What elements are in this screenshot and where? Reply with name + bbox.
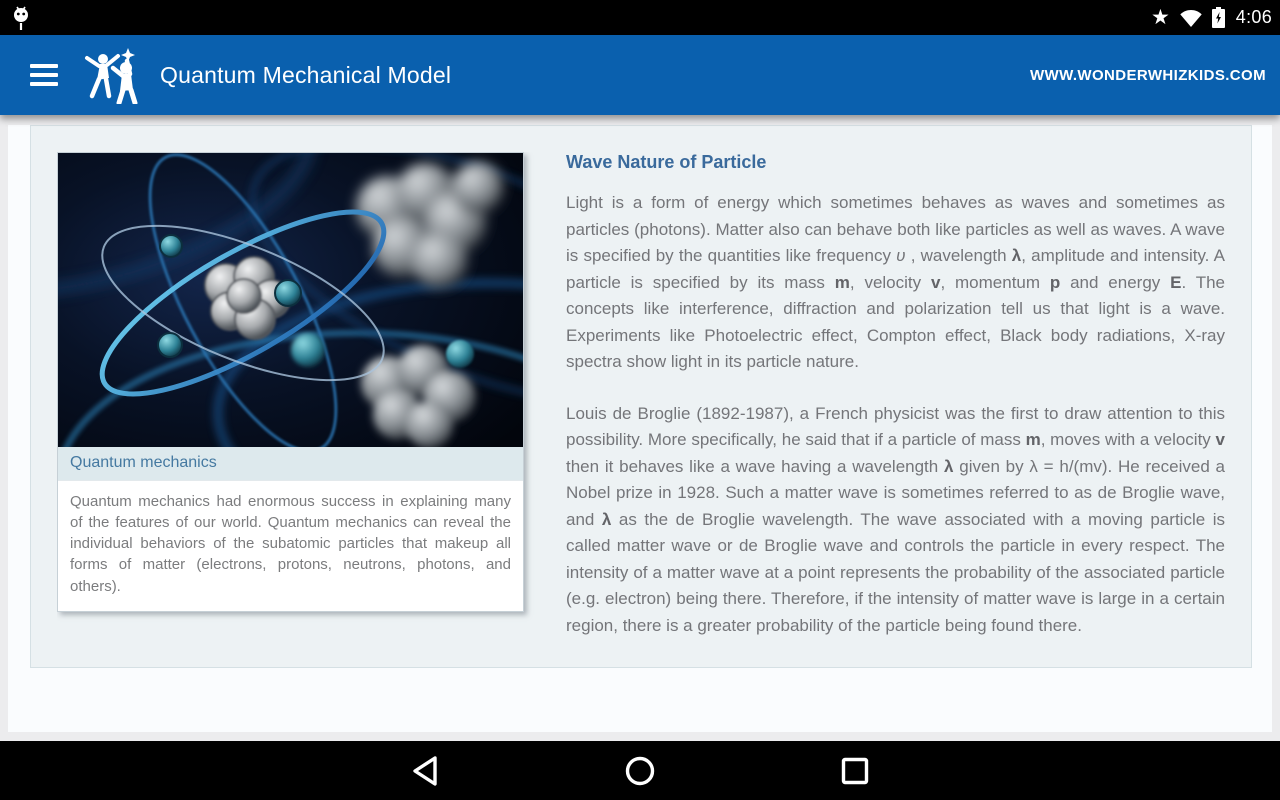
home-icon	[624, 755, 656, 787]
bugdroid-icon	[10, 5, 32, 31]
star-icon: ★	[1150, 6, 1170, 29]
figure-caption: Quantum mechanics	[58, 447, 523, 481]
article-heading: Wave Nature of Particle	[566, 152, 767, 172]
recents-button[interactable]	[838, 754, 872, 788]
app-bar	[0, 35, 1280, 115]
site-link[interactable]: WWW.WONDERWHIZKIDS.COM	[1030, 66, 1266, 84]
status-bar	[0, 0, 1280, 35]
back-icon	[410, 755, 440, 787]
back-button[interactable]	[408, 754, 442, 788]
battery-charging-icon	[1212, 7, 1225, 28]
content-scroll-area[interactable]	[0, 115, 1280, 741]
wonderwhizkids-logo-icon	[82, 46, 144, 104]
article-paragraph-2: Louis de Broglie (1892-1987), a French physicist was the first to draw attention to this possibility. More specifically, he said that if a particle of mass m, moves with a velocity v then it behaves like a wave having a wavelength λ given by λ = h/(mv). He received a Nobel prize in 1928. Such a matter wave is sometimes referred to as de Broglie wave, and λ as the de Broglie wavelength. The wave associated with a moving particle is called matter wave or de Broglie wave and controls the particle in every respect. The intensity of a matter wave at a point represents the probability of the associated particle (e.g. electron) being there. Therefore, if the intensity of matter wave is large in a certain region, there is a greater probability of the particle being found there.	[566, 403, 1225, 635]
recents-icon	[840, 756, 870, 786]
atoms-image	[58, 153, 523, 447]
status-clock: 4:06	[1235, 7, 1272, 27]
topic-card	[30, 125, 1252, 668]
status-left	[10, 5, 32, 31]
figure-description: Quantum mechanics had enormous success in explaining many of the features of our world. Quantum mechanics can reveal the individual behaviors of the subatomic particles that makeup all forms of matter (electrons, protons, neutrons, photons, and others).	[70, 493, 511, 595]
article-paragraph-1: Light is a form of energy which sometimes behaves as waves and sometimes as particles (photons). Matter also can behave both like particles as well as waves. A wave is specified by the quantities like frequency υ , wavelength λ, amplitude and intensity. A particle is specified by its mass m, velocity v, momentum p and energy E. The concepts like interference, diffraction and polarization tell us that light is a wave. Experiments like Photoelectric effect, Compton effect, Black body radiations, X-ray spectra show light in its particle nature.	[566, 193, 1225, 372]
page-title: Quantum Mechanical Model	[160, 61, 452, 88]
navigation-bar	[0, 741, 1280, 800]
article	[57, 152, 1225, 639]
figure-box	[57, 152, 524, 612]
webview-page	[8, 125, 1272, 732]
wifi-icon	[1179, 8, 1203, 28]
home-button[interactable]	[623, 754, 657, 788]
status-right	[1151, 7, 1272, 28]
hamburger-menu-icon[interactable]	[30, 64, 58, 86]
